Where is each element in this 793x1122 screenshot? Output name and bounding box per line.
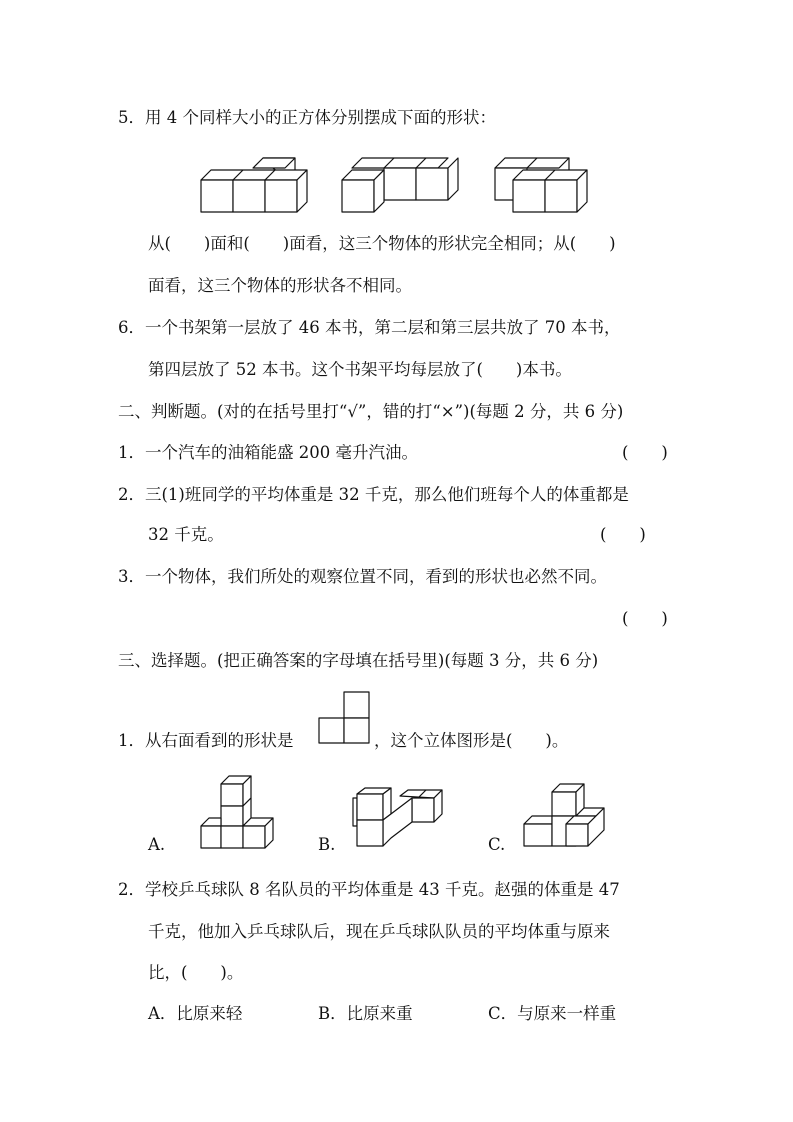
choice-q1-suffix: ，这个立体图形是( )。	[374, 731, 569, 750]
shape-2-figure	[340, 154, 460, 214]
q6-line1: 6．一个书架第一层放了 46 本书，第二层和第三层共放了 70 本书，	[118, 318, 621, 337]
judge-item-2-blank[interactable]: ( )	[600, 525, 646, 544]
choice-q2-line1: 2．学校乒乓球队 8 名队员的平均体重是 43 千克。赵强的体重是 47	[118, 880, 620, 899]
option-c-figure[interactable]	[522, 782, 612, 848]
choice-q1-prefix: 1．从右面看到的形状是	[118, 731, 294, 750]
judge-item-1: 1．一个汽车的油箱能盛 200 毫升汽油。	[118, 443, 418, 462]
option-b-figure[interactable]	[352, 786, 447, 852]
choice-q2-option-c[interactable]: C．与原来一样重	[488, 1004, 617, 1023]
shape-1-figure	[199, 154, 314, 214]
judge-item-2: 2．三(1)班同学的平均体重是 32 千克，那么他们班每个人的体重都是	[118, 485, 629, 504]
option-c-label[interactable]: C.	[488, 835, 506, 854]
choice-q2-line3: 比，( )。	[148, 963, 244, 982]
q5-line3: 面看，这三个物体的形状各不相同。	[148, 276, 412, 295]
judge-item-2-cont: 32 千克。	[148, 525, 224, 544]
judge-item-3: 3．一个物体，我们所处的观察位置不同，看到的形状也必然不同。	[118, 567, 607, 586]
section3-heading: 三、选择题。(把正确答案的字母填在括号里)(每题 3 分，共 6 分)	[118, 651, 599, 670]
judge-item-1-blank[interactable]: ( )	[622, 443, 668, 462]
q5-line1: 5．用 4 个同样大小的正方体分别摆成下面的形状：	[118, 108, 496, 127]
q5-line2: 从( )面和( )面看，这三个物体的形状完全相同；从( )	[148, 234, 616, 253]
q6-line2: 第四层放了 52 本书。这个书架平均每层放了( )本书。	[148, 360, 572, 379]
choice-q2-option-b[interactable]: B．比原来重	[318, 1004, 413, 1023]
option-b-label[interactable]: B.	[318, 835, 336, 854]
choice-q2-option-a[interactable]: A．比原来轻	[148, 1004, 243, 1023]
shape-3-figure	[491, 154, 596, 214]
option-a-label[interactable]: A.	[148, 835, 166, 854]
judge-item-3-blank[interactable]: ( )	[622, 609, 668, 628]
right-view-figure	[318, 690, 374, 746]
option-a-figure[interactable]	[200, 774, 280, 850]
choice-q2-line2: 千克，他加入乒乓球队后，现在乒乓球队队员的平均体重与原来	[148, 922, 610, 941]
section2-heading: 二、判断题。(对的在括号里打“√”，错的打“×”)(每题 2 分，共 6 分)	[118, 402, 624, 421]
